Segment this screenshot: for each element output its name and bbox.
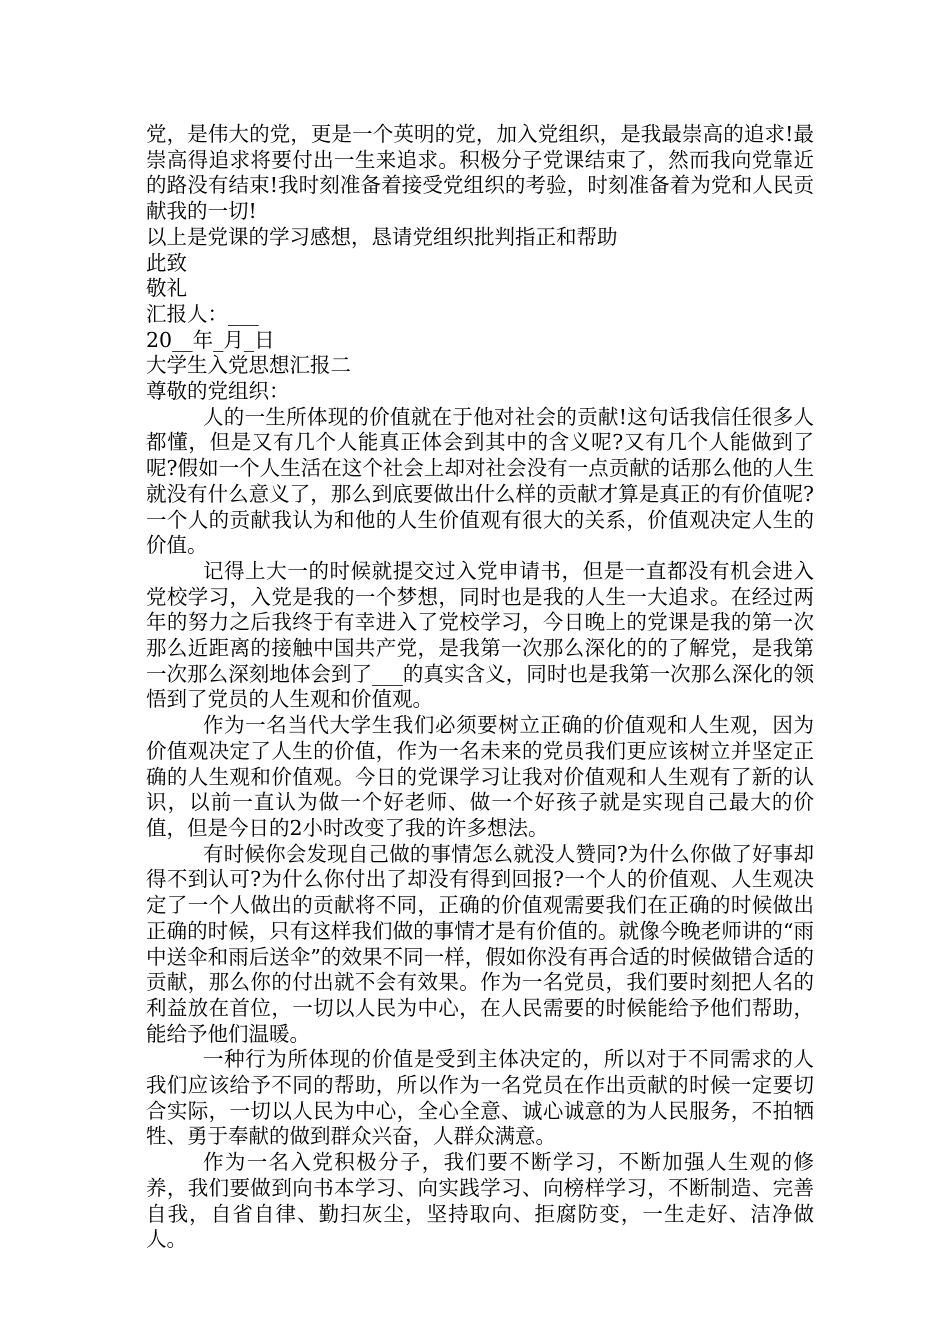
salutation-jing-li: 敬礼 bbox=[146, 276, 187, 301]
paragraph-values-students: 作为一名当代大学生我们必须要树立正确的价值观和人生观，因为价值观决定了人生的价值，作为一名未来的党员我们更应该树立并坚定正确的人生观和价值观。今日的党课学习让我对价值观和人生观有了新的认识，以前一直认为做一个好老师、做一个好孩子就是实现自己最大的价值，但是今日的2小时改变了我的许多想法。 bbox=[146, 713, 814, 840]
salutation-ci-zhi: 此致 bbox=[146, 250, 187, 275]
paragraph-activist-study: 作为一名入党积极分子，我们要不断学习，不断加强人生观的修养，我们要做到向书本学习、向实践学习、向榜样学习，不断制造、完善自我，自省自律、勤扫灰尘，坚持取向、拒腐防变，一生走好、洁净做人。 bbox=[146, 1150, 814, 1252]
reporter-line: 汇报人：___ bbox=[146, 301, 259, 326]
document-page bbox=[146, 122, 814, 1253]
date-line: 20__年_月_日 bbox=[146, 327, 275, 352]
closing-line: 以上是党课的学习感想，恳请党组织批判指正和帮助 bbox=[146, 224, 618, 249]
paragraph-value-contribution: 人的一生所体现的价值就在于他对社会的贡献!这句话我信任很多人都懂，但是又有几个人能真正体会到其中的含义呢?又有几个人能做到了呢?假如一个人生活在这个社会上却对社会没有一点贡献的话那么他的人生就没有什么意义了，那么到底要做出什么样的贡献才算是真正的有价值呢?一个人的贡献我认为和他的人生价值观有很大的关系，价值观决定人生的价值。 bbox=[146, 404, 814, 558]
paragraph-recognition: 有时候你会发现自己做的事情怎么就没人赞同?为什么你做了好事却得不到认可?为什么你付出了却没有得到回报?一个人的价值观、人生观决定了一个人做出的贡献将不同，正确的价值观需要我们在正确的时候做出正确的时候，只有这样我们做的事情才是有价值的。就像今晚老师讲的“雨中送伞和雨后送伞”的效果不同一样，假如你没有再合适的时候做错合适的贡献，那么你的付出就不会有效果。作为一名党员，我们要时刻把人名的利益放在首位，一切以人民为中心，在人民需要的时候能给予他们帮助，能给予他们温暖。 bbox=[146, 841, 814, 1046]
section-title: 大学生入党思想汇报二 bbox=[146, 353, 351, 378]
greeting-line: 尊敬的党组织： bbox=[146, 379, 290, 404]
paragraph-party-school: 记得上大一的时候就提交过入党申请书，但是一直都没有机会进入党校学习，入党是我的一个梦想，同时也是我的人生一大追求。在经过两年的努力之后我终于有幸进入了党校学习，今日晚上的党课是我的第一次那么近距离的接触中国共产党，是我第一次那么深化的的了解党，是我第一次那么深刻地体会到了___的真实含义，同时也是我第一次那么深化的领悟到了党员的人生观和价值观。 bbox=[146, 558, 814, 712]
paragraph-serve-people: 一种行为所体现的价值是受到主体决定的，所以对于不同需求的人我们应该给予不同的帮助，所以作为一名党员在作出贡献的时候一定要切合实际，一切以人民为中心，全心全意、诚心诚意的为人民服务，不拍牺牲、勇于奉献的做到群众兴奋，人群众满意。 bbox=[146, 1047, 814, 1149]
paragraph-continuation: 党，是伟大的党，更是一个英明的党，加入党组织，是我最崇高的追求!最崇高得追求将要付出一生来追求。积极分子党课结束了，然而我向党靠近的路没有结束!我时刻准备着接受党组织的考验，时刻准备着为党和人民贡献我的一切! bbox=[146, 122, 814, 224]
